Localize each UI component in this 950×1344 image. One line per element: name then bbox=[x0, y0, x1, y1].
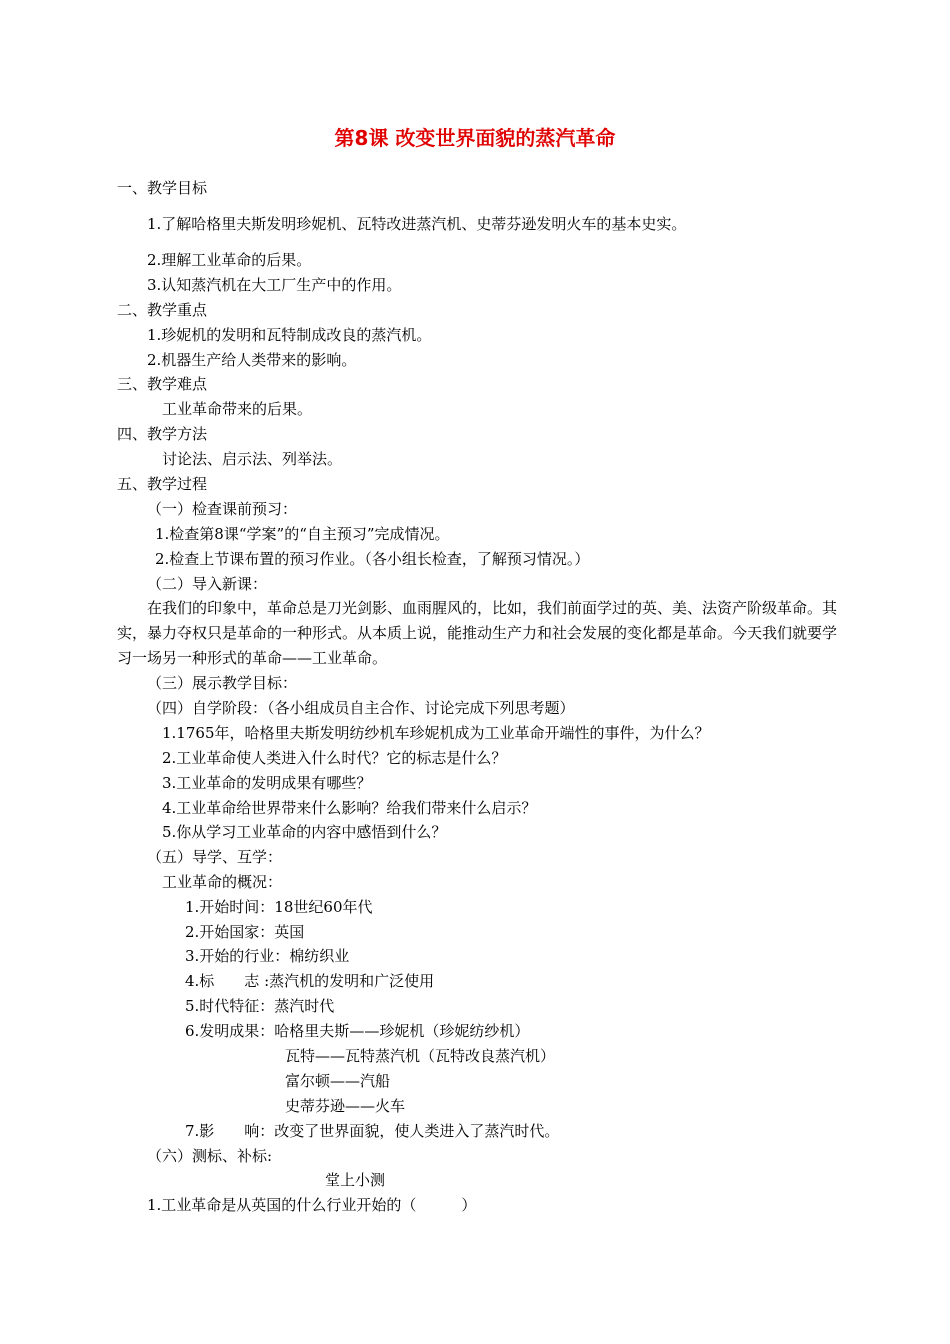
question-item-2: 2.工业革命使人类进入什么时代？它的标志是什么？ bbox=[162, 749, 507, 767]
quiz-item-1: 1.工业革命是从英国的什么行业开始的（ ） bbox=[147, 1196, 477, 1214]
process-part-1-heading: （一）检查课前预习： bbox=[147, 500, 298, 518]
process-part-6-heading: （六）测标、补标: bbox=[147, 1147, 273, 1165]
question-item-1: 1.1765年，哈格里夫斯发明纺纱机车珍妮机成为工业革命开端性的事件，为什么？ bbox=[162, 724, 710, 742]
section-heading-process: 五、教学过程 bbox=[117, 475, 208, 493]
overview-subheading: 工业革命的概况： bbox=[162, 873, 283, 891]
section-heading-objectives: 一、教学目标 bbox=[117, 179, 208, 197]
difficulty-item-1: 工业革命带来的后果。 bbox=[162, 400, 313, 418]
page-title: 第8课 改变世界面貌的蒸汽革命 bbox=[334, 126, 616, 150]
question-item-3: 3.工业革命的发明成果有哪些？ bbox=[162, 774, 372, 792]
process-part-2-heading: （二）导入新课： bbox=[147, 575, 268, 593]
invention-item-watt: 瓦特——瓦特蒸汽机（瓦特改良蒸汽机） bbox=[285, 1047, 556, 1065]
key-point-item-1: 1.珍妮机的发明和瓦特制成改良的蒸汽机。 bbox=[147, 326, 432, 344]
overview-item-4: 4.标 志 :蒸汽机的发明和广泛使用 bbox=[185, 972, 435, 990]
objective-item-3: 3.认知蒸汽机在大工厂生产中的作用。 bbox=[147, 276, 402, 294]
question-item-4: 4.工业革命给世界带来什么影响？给我们带来什么启示？ bbox=[162, 799, 537, 817]
section-heading-key-points: 二、教学重点 bbox=[117, 301, 208, 319]
process-part-3-heading: （三）展示教学目标： bbox=[147, 674, 298, 692]
objective-item-1: 1.了解哈格里夫斯发明珍妮机、瓦特改进蒸汽机、史蒂芬逊发明火车的基本史实。 bbox=[147, 215, 687, 233]
overview-item-1: 1.开始时间：18世纪60年代 bbox=[185, 898, 373, 916]
overview-item-3: 3.开始的行业：棉纺织业 bbox=[185, 947, 350, 965]
section-heading-methods: 四、教学方法 bbox=[117, 425, 208, 443]
section-heading-difficulties: 三、教学难点 bbox=[117, 375, 208, 393]
invention-item-stephenson: 史蒂芬逊——火车 bbox=[285, 1097, 406, 1115]
process-part-1-item-1: 1.检查第8课“学案”的“自主预习”完成情况。 bbox=[155, 525, 450, 543]
quiz-title: 堂上小测 bbox=[325, 1171, 386, 1189]
question-item-5: 5.你从学习工业革命的内容中感悟到什么？ bbox=[162, 823, 447, 841]
introduction-paragraph: 在我们的印象中，革命总是刀光剑影、血雨腥风的，比如，我们前面学过的英、美、法资产阶级革命。其实，暴力夺权只是革命的一种形式。从本质上说，能推动生产力和社会发展的变化都是革命。今天我们就要学习一场另一种形式的革命——工业革命。 bbox=[117, 599, 838, 667]
process-part-4-heading: （四）自学阶段：（各小组成员自主合作、讨论完成下列思考题） bbox=[147, 699, 575, 717]
invention-item-fulton: 富尔顿——汽船 bbox=[285, 1072, 391, 1090]
process-part-1-item-2: 2.检查上节课布置的预习作业。（各小组长检查，了解预习情况。） bbox=[155, 550, 590, 568]
overview-item-7: 7.影 响：改变了世界面貌，使人类进入了蒸汽时代。 bbox=[185, 1122, 560, 1140]
objective-item-2: 2.理解工业革命的后果。 bbox=[147, 251, 312, 269]
overview-item-5: 5.时代特征：蒸汽时代 bbox=[185, 997, 335, 1015]
overview-item-6: 6.发明成果：哈格里夫斯——珍妮机（珍妮纺纱机） bbox=[185, 1022, 530, 1040]
method-item-1: 讨论法、启示法、列举法。 bbox=[162, 450, 343, 468]
key-point-item-2: 2.机器生产给人类带来的影响。 bbox=[147, 351, 357, 369]
overview-item-2: 2.开始国家：英国 bbox=[185, 923, 305, 941]
process-part-5-heading: （五）导学、互学： bbox=[147, 848, 283, 866]
